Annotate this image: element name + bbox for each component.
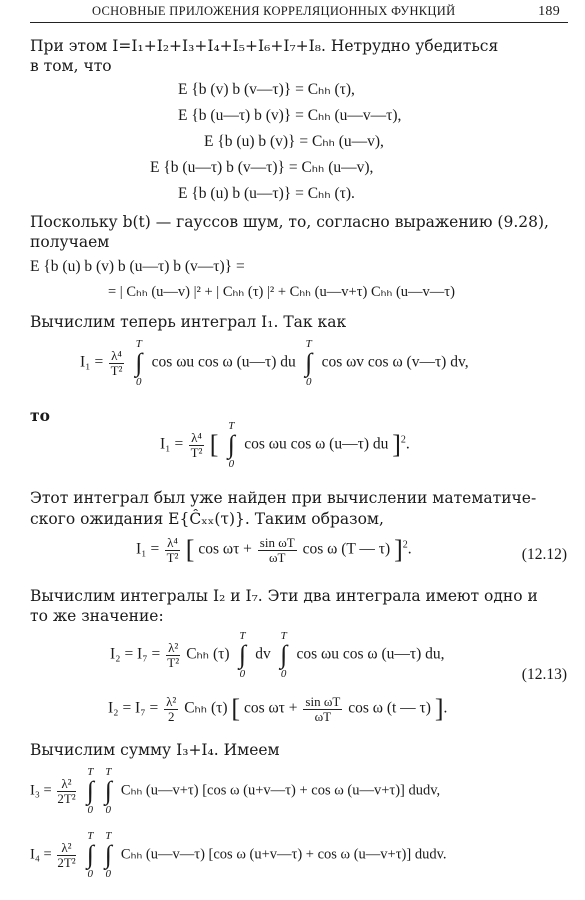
word-to: то bbox=[30, 406, 50, 425]
para5-line2: то же значение: bbox=[30, 607, 164, 625]
eq11-cbb: Cₕₕ (τ) bbox=[186, 645, 230, 663]
para4-line2: ского ожидания E{Ĉₓₓ(τ)}. Таким образом, bbox=[30, 510, 384, 528]
equation-10: I₁ = $\frac{\text{λ⁴}}{\text{T²}}$ [ cos ωτ + $\frac{\text{sin ωT}}{\omega T}$ cos ω (T — τ) ]$^2$. bbox=[136, 534, 412, 565]
eq11-body: cos ωu cos ω (u—τ) du, bbox=[296, 645, 445, 663]
fraction-lambda2-2T2: $\frac{\text{λ²}}{\text{2T²}}$ bbox=[57, 775, 76, 806]
eq10-lhs: I₁ = bbox=[136, 540, 160, 558]
para6: Вычислим сумму I₃+I₄. Имеем bbox=[30, 741, 280, 759]
equation-13 bbox=[30, 766, 440, 816]
fraction-lambda2-2T2: $\frac{\text{λ²}}{\text{2T²}}$ bbox=[57, 839, 76, 870]
para4-line1: Этот интеграл был уже найден при вычислении математиче- bbox=[30, 489, 537, 507]
para2-line2: получаем bbox=[30, 233, 110, 251]
eq10-part1: cos ωτ + bbox=[198, 540, 252, 558]
fraction-sinwT-wT: $\frac{\text{sin ωT}}{\omega T}$ bbox=[259, 534, 295, 565]
para5-line1: Вычислим интегралы I₂ и I₇. Эти два интеграла имеют одно и bbox=[30, 587, 538, 605]
equation-9: I₁ = $\frac{\text{λ⁴}}{\text{T²}}$ [ T ∫ 0 cos ωu cos ω (u—τ) du ]$^2$. bbox=[160, 420, 410, 470]
page-number: 189 bbox=[538, 4, 560, 19]
equation-7: = | Cₕₕ (u—v) |² + | Cₕₕ (τ) |² + Cₕₕ (u—v+τ) Cₕₕ (u—v—τ) bbox=[108, 284, 455, 300]
eq14-body: Cₕₕ (u—v—τ) [cos ω (u+v—τ) + cos ω (u—v+τ)] dudv. bbox=[120, 846, 447, 863]
equation-4: E {b (u—τ) b (v—τ)} = Cₕₕ (u—v), bbox=[150, 159, 374, 176]
equation-number-12-12: (12.12) bbox=[521, 546, 567, 563]
eq9-lhs: I₁ = bbox=[160, 435, 184, 453]
exponent-2: 2 bbox=[400, 434, 406, 446]
integral-sign: T ∫ 0 bbox=[305, 338, 313, 388]
eq14-lhs: I₄ = bbox=[30, 846, 52, 863]
eq11-dv: dv bbox=[255, 645, 271, 663]
equation-14 bbox=[30, 830, 447, 880]
para3: Вычислим теперь интеграл I₁. Так как bbox=[30, 313, 347, 331]
integral-sign: T ∫ 0 bbox=[227, 420, 235, 470]
equation-6: E {b (u) b (v) b (u—τ) b (v—τ)} = bbox=[30, 258, 245, 275]
equation-3: E {b (u) b (v)} = Cₕₕ (u—v), bbox=[204, 133, 384, 150]
bracket-right: ] bbox=[392, 430, 401, 459]
eq9-body: cos ωu cos ω (u—τ) du bbox=[244, 435, 389, 453]
para1-line2: в том, что bbox=[30, 57, 112, 75]
equation-number-12-13: (12.13) bbox=[521, 666, 567, 683]
fraction-lambda2-2: $\frac{\text{λ²}}{2}$ bbox=[166, 693, 177, 724]
integral-sign: T ∫ 0 bbox=[135, 338, 143, 388]
header-title: ОСНОВНЫЕ ПРИЛОЖЕНИЯ КОРРЕЛЯЦИОННЫХ ФУНКЦИЙ bbox=[92, 4, 456, 18]
eq13-lhs: I₃ = bbox=[30, 782, 52, 799]
eq8-lhs: I₁ = bbox=[80, 353, 104, 371]
para1-line1: При этом I=I₁+I₂+I₃+I₄+I₅+I₆+I₇+I₈. Нетрудно убедиться bbox=[30, 37, 499, 55]
integral-sign: T ∫ 0 bbox=[238, 630, 246, 680]
eq8-body1: cos ωu cos ω (u—τ) du bbox=[151, 353, 296, 371]
bracket-left: [ bbox=[185, 535, 195, 564]
eq12-part2: cos ω (t — τ) bbox=[348, 699, 431, 717]
integral-sign: T ∫ 0 bbox=[86, 830, 94, 880]
bracket-right: ] bbox=[434, 694, 444, 723]
bracket-left: [ bbox=[209, 430, 219, 459]
integral-sign: T ∫ 0 bbox=[86, 766, 94, 816]
integral-sign: T ∫ 0 bbox=[104, 830, 112, 880]
bracket-left: [ bbox=[231, 694, 241, 723]
eq12-cbb: Cₕₕ (τ) bbox=[184, 699, 228, 717]
eq8-body2: cos ωv cos ω (v—τ) dv, bbox=[321, 353, 469, 371]
fraction-lambda4-T2: $\frac{\text{λ⁴}}{\text{T²}}$ bbox=[166, 534, 179, 565]
fraction-lambda4-T2: $\frac{\text{λ⁴}}{\text{T²}}$ bbox=[110, 347, 123, 378]
bracket-right: ] bbox=[394, 535, 403, 564]
equation-11 bbox=[110, 630, 445, 680]
para2-line1: Поскольку b(t) — гауссов шум, то, согласно выражению (9.28), bbox=[30, 213, 549, 231]
eq11-lhs: I₂ = I₇ = bbox=[110, 645, 161, 663]
eq10-part2: cos ω (T — τ) bbox=[302, 540, 391, 558]
fraction-sinwT-wT: $\frac{\text{sin ωT}}{\omega T}$ bbox=[305, 693, 341, 724]
eq12-part1: cos ωτ + bbox=[243, 699, 298, 717]
fraction-lambda4-T2: $\frac{\text{λ⁴}}{\text{T²}}$ bbox=[190, 429, 203, 460]
equation-12: I₂ = I₇ = $\frac{\text{λ²}}{2}$ Cₕₕ (τ) [ cos ωτ + $\frac{\text{sin ωT}}{\omega T}$ cos ω (t — τ) ]. bbox=[108, 693, 448, 724]
eq13-body: Cₕₕ (u—v+τ) [cos ω (u+v—τ) + cos ω (u—v+τ)] dudv, bbox=[120, 782, 441, 799]
header-rule bbox=[30, 22, 568, 23]
exponent-2: 2 bbox=[402, 539, 408, 551]
eq12-lhs: I₂ = I₇ = bbox=[108, 699, 159, 717]
integral-sign: T ∫ 0 bbox=[280, 630, 288, 680]
equation-1: E {b (v) b (v—τ)} = Cₕₕ (τ), bbox=[178, 81, 355, 98]
equation-5: E {b (u) b (u—τ)} = Cₕₕ (τ). bbox=[178, 185, 355, 202]
equation-2: E {b (u—τ) b (v)} = Cₕₕ (u—v—τ), bbox=[178, 107, 402, 124]
equation-8 bbox=[80, 338, 469, 388]
fraction-lambda2-T2: $\frac{\text{λ²}}{\text{T²}}$ bbox=[167, 639, 180, 670]
integral-sign: T ∫ 0 bbox=[104, 766, 112, 816]
running-header bbox=[92, 4, 572, 20]
